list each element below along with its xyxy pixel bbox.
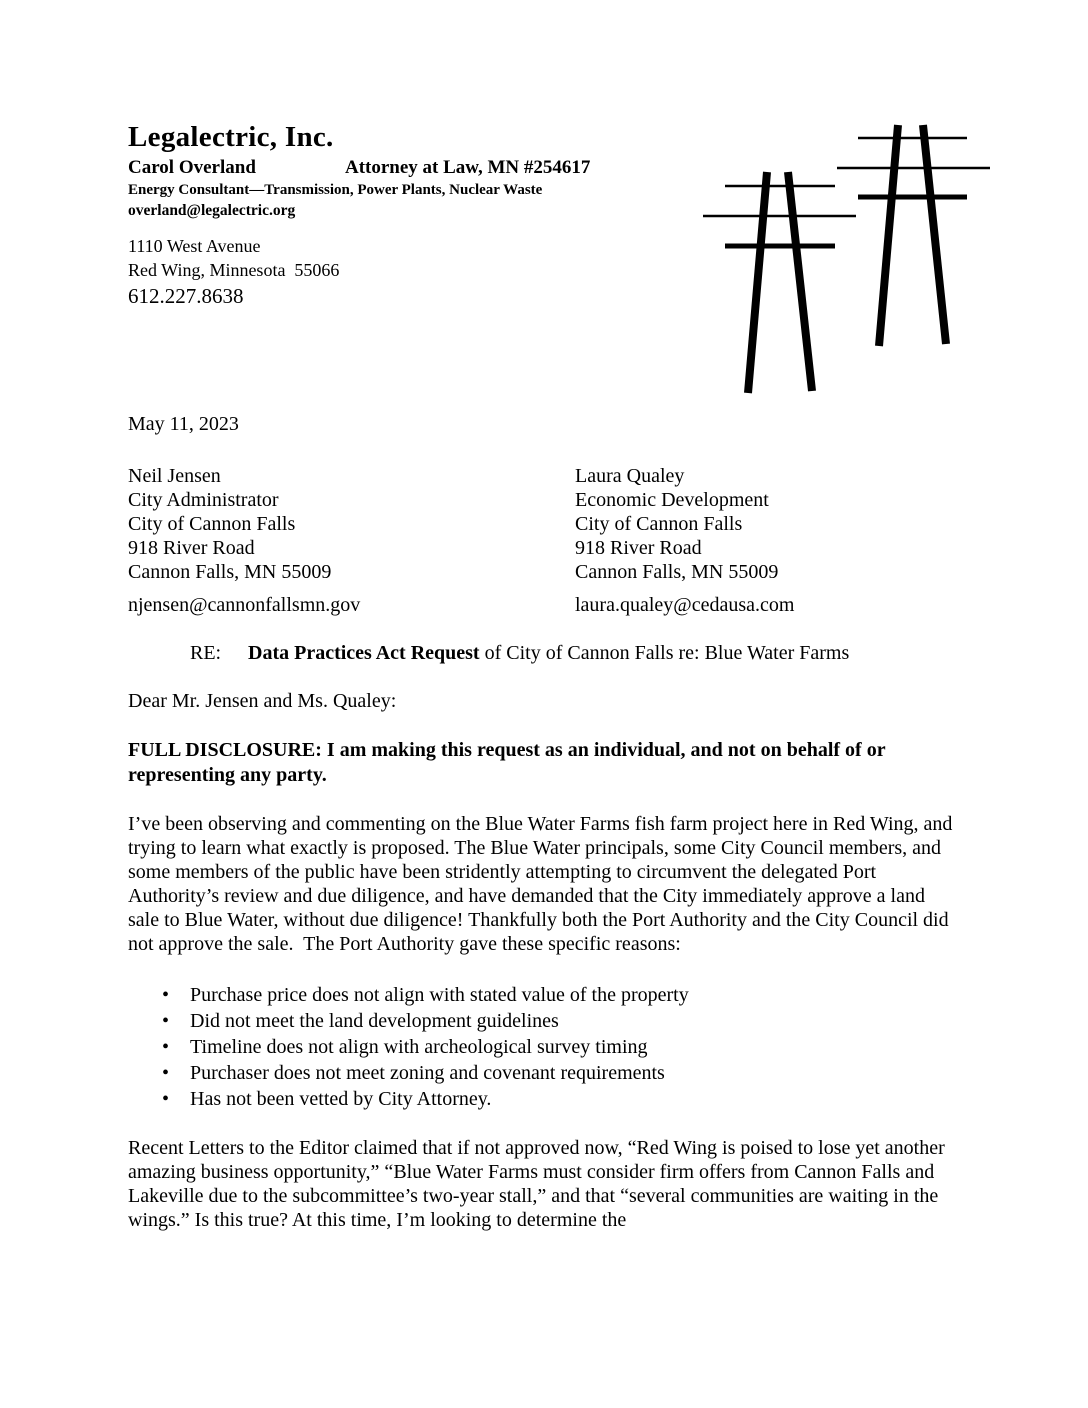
- bullet-icon: •: [162, 1036, 170, 1058]
- body-paragraph-2: Recent Letters to the Editor claimed that if not approved now, “Red Wing is poised to lose yet another amazing business opportunity,” “Blue Water Farms must consider firm offers from Cannon Falls and Lakeville due to the subcommittee’s two-year stall,” and that “several communities are waiting in the wings.” Is this true? At this time, I’m looking to determine the: [128, 1137, 950, 1231]
- recipient-org: City of Cannon Falls: [575, 513, 743, 535]
- phone-number: 612.227.8638: [128, 284, 244, 308]
- re-label: RE:: [190, 642, 222, 664]
- recipient-email: laura.qualey@cedausa.com: [575, 594, 795, 616]
- disclosure-paragraph: FULL DISCLOSURE: I am making this request as an individual, and not on behalf of or representing any party.: [128, 739, 891, 786]
- letterhead-subtitle: Energy Consultant—Transmission, Power Plants, Nuclear Waste: [128, 182, 543, 198]
- salutation: Dear Mr. Jensen and Ms. Qualey:: [128, 690, 397, 712]
- list-item: [128, 1034, 960, 1060]
- list-item-text: Did not meet the land development guidelines: [190, 1010, 559, 1032]
- recipient-city: Cannon Falls, MN 55009: [128, 561, 332, 583]
- recipient-title: City Administrator: [128, 489, 279, 511]
- attorney-title: Attorney at Law, MN #254617: [345, 157, 591, 178]
- list-item: [128, 1086, 960, 1112]
- bullet-icon: •: [162, 1062, 170, 1084]
- recipient-city: Cannon Falls, MN 55009: [575, 561, 779, 583]
- letter-date: May 11, 2023: [128, 413, 239, 435]
- recipient-name: Laura Qualey: [575, 465, 685, 487]
- body-paragraph-1: I’ve been observing and commenting on the Blue Water Farms fish farm project here in Red Wing, and trying to learn what exactly is proposed. The Blue Water principals, some City Council members, and some members of the public have been stridently attempting to circumvent the delegated Port Authority’s review and due diligence, and have demanded that the City immediately approve a land sale to Blue Water, without due diligence! Thankfully both the Port Authority and the City Council did not approve the sale. The Port Authority gave these specific reasons:: [128, 813, 958, 955]
- list-item: [128, 982, 960, 1008]
- bullet-icon: •: [162, 1010, 170, 1032]
- attorney-name: Carol Overland: [128, 157, 256, 178]
- address-line-2: Red Wing, Minnesota 55066: [128, 260, 340, 280]
- recipient-email: njensen@cannonfallsmn.gov: [128, 594, 361, 616]
- re-subject-bold: Data Practices Act Request: [248, 642, 480, 664]
- re-line: [128, 641, 960, 665]
- list-item-text: Purchaser does not meet zoning and covenant requirements: [190, 1062, 665, 1084]
- recipient-title: Economic Development: [575, 489, 769, 511]
- list-item-text: Timeline does not align with archeological survey timing: [190, 1036, 648, 1058]
- recipient-org: City of Cannon Falls: [128, 513, 296, 535]
- bullet-icon: •: [162, 984, 170, 1006]
- recipient-block: [575, 464, 794, 617]
- address-line-1: 1110 West Avenue: [128, 236, 261, 256]
- transmission-towers-logo: [695, 100, 995, 400]
- recipients: [128, 464, 960, 617]
- reasons-list: [128, 982, 960, 1112]
- list-item-text: Has not been vetted by City Attorney.: [190, 1088, 492, 1110]
- recipient-block: [128, 464, 575, 617]
- recipient-name: Neil Jensen: [128, 465, 221, 487]
- letterhead-email: overland@legalectric.org: [128, 202, 296, 219]
- list-item-text: Purchase price does not align with stated value of the property: [190, 984, 689, 1006]
- re-subject-rest: of City of Cannon Falls re: Blue Water Farms: [479, 642, 850, 664]
- company-name: Legalectric, Inc.: [128, 121, 334, 153]
- bullet-icon: •: [162, 1088, 170, 1110]
- list-item: [128, 1060, 960, 1086]
- list-item: [128, 1008, 960, 1034]
- recipient-street: 918 River Road: [575, 537, 702, 559]
- recipient-street: 918 River Road: [128, 537, 255, 559]
